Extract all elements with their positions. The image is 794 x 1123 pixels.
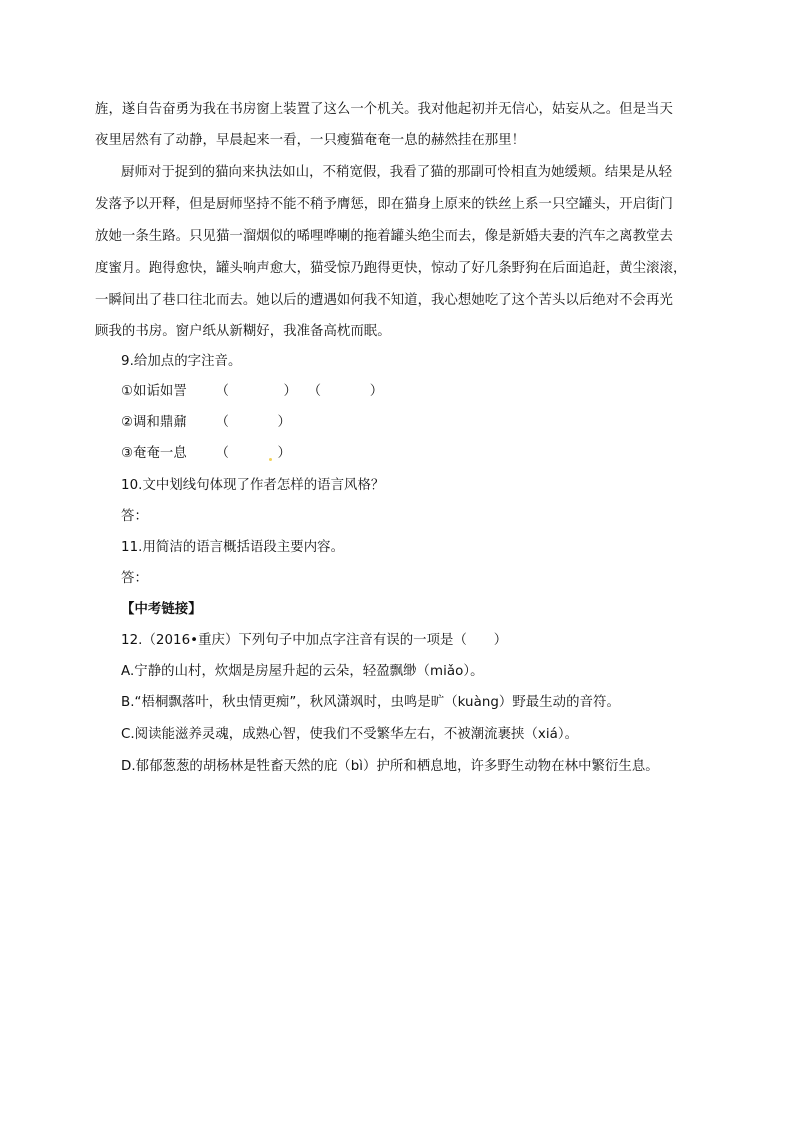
- passage-line: 度蜜月。跑得愈快，罐头响声愈大，猫受惊乃跑得更快，惊动了好几条野狗在后面追赶，黄尘滚滚，: [95, 261, 687, 276]
- passage-line: 一瞬间出了巷口往北而去。她以后的遭遇如何我不知道，我心想她吃了这个苦头以后绝对不会再光: [95, 293, 673, 308]
- bracket-close: ）: [369, 384, 384, 399]
- question-10-answer[interactable]: 答：: [121, 509, 148, 524]
- passage-line: 旌，遂自告奋勇为我在书房窗上装置了这么一个机关。我对他起初并无信心，姑妄从之。但是当天: [95, 102, 673, 117]
- question-9-item-1: [121, 383, 383, 401]
- bracket-open: （: [215, 446, 229, 461]
- item-word: ①如诟如詈: [121, 384, 187, 399]
- bracket-close: ）: [277, 415, 291, 430]
- bracket-open: （: [215, 415, 229, 430]
- question-11-answer[interactable]: 答：: [121, 571, 148, 586]
- passage-line: 顾我的书房。窗户纸从新糊好，我准备高枕而眠。: [95, 324, 391, 339]
- question-9-item-3: [121, 445, 291, 463]
- question-12-option-b[interactable]: B.“梧桐飘落叶，秋虫情更痴”，秋风潇飒时，虫鸣是旷（kuàng）野最生动的音符。: [121, 695, 620, 710]
- question-10-prompt: 10.文中划线句体现了作者怎样的语言风格？: [121, 478, 385, 493]
- passage-line: 放她一条生路。只见猫一溜烟似的唏哩哗喇的拖着罐头绝尘而去，像是新婚夫妻的汽车之离教堂去: [95, 229, 673, 244]
- yellow-dot-mark: [269, 458, 272, 461]
- passage-line: 夜里居然有了动静，早晨起来一看，一只瘦猫奄奄一息的赫然挂在那里！: [95, 133, 526, 148]
- passage-line: 厨师对于捉到的猫向来执法如山，不稍宽假，我看了猫的那副可怜相直为她缓颊。结果是从轻: [121, 165, 673, 180]
- item-word: ③奄奄一息: [121, 446, 187, 461]
- item-word: ②调和鼎鼐: [121, 415, 187, 430]
- question-9-prompt: 9.给加点的字注音。: [121, 354, 242, 369]
- question-12-option-d[interactable]: D.郁郁葱葱的胡杨林是牲畜天然的庇（bì）护所和栖息地，许多野生动物在林中繁衍生息。: [121, 759, 659, 774]
- passage-line: 发落予以开释，但是厨师坚持不能不稍予膺惩，即在猫身上原来的铁丝上系一只空罐头，开启街门: [95, 197, 673, 212]
- bracket-close: ）: [277, 446, 291, 461]
- bracket-open: （: [215, 384, 229, 399]
- section-heading: 【中考链接】: [121, 602, 202, 617]
- bracket-close: ）: [283, 384, 297, 399]
- question-9-item-2: [121, 414, 291, 432]
- question-12-option-a[interactable]: A.宁静的山村，炊烟是房屋升起的云朵，轻盈飘缈（miǎo）。: [121, 664, 484, 679]
- question-12-option-c[interactable]: C.阅读能滋养灵魂，成熟心智，使我们不受繁华左右，不被潮流裹挟（xiá）。: [121, 727, 579, 742]
- question-11-prompt: 11.用简洁的语言概括语段主要内容。: [121, 540, 345, 555]
- question-12-prompt: 12.（2016•重庆）下列句子中加点字注音有误的一项是（ ）: [121, 633, 508, 648]
- bracket-open: （: [307, 384, 322, 399]
